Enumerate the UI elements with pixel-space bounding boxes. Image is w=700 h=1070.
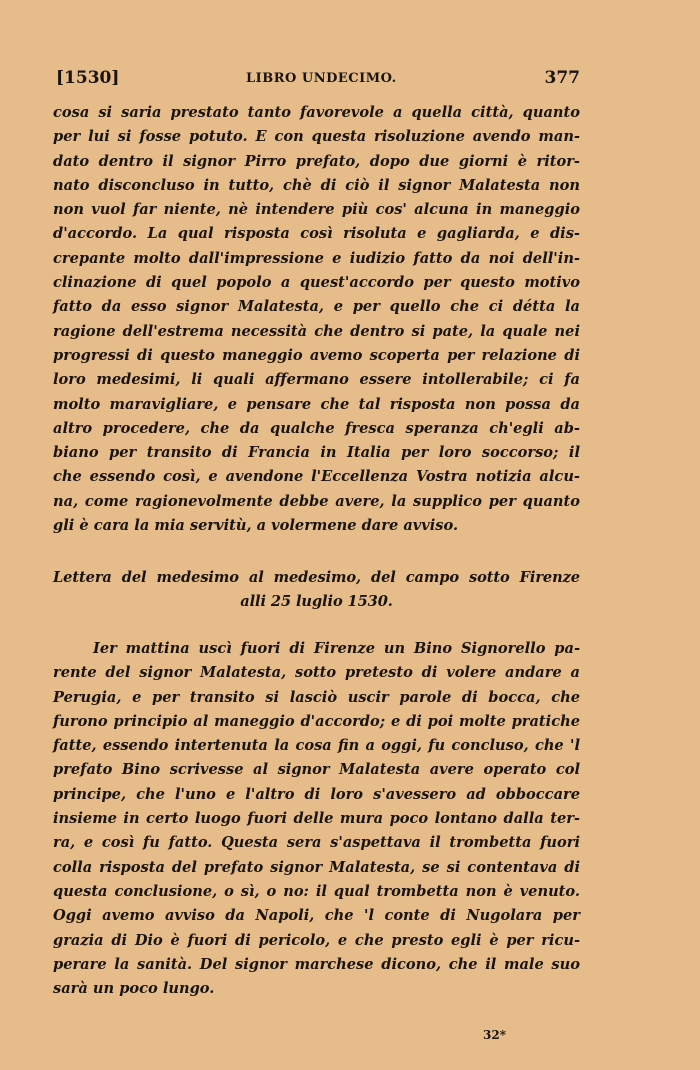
paragraph-continued (53, 101, 580, 538)
text-line: nato disconcluso in tutto, chè di ciò il signor Malatesta non (53, 176, 580, 194)
text-line: per lui si fosse potuto. E con questa risoluzione avendo man- (53, 128, 580, 146)
text-line: gli è cara la mia servitù, a volermene dare avviso. (53, 517, 459, 535)
text-line: molto maravigliare, e pensare che tal risposta non possa da (53, 395, 580, 413)
heading-line: alli 25 luglio 1530. (240, 593, 393, 611)
text-line: colla risposta del prefato signor Malatesta, se si contentava di (53, 858, 580, 876)
text-line: che essendo così, e avendone l'Eccellenza Vostra notizia alcu- (53, 468, 580, 486)
letter-heading (53, 566, 580, 615)
text-line: fatte, essendo intertenuta la cosa fin a oggi, fu concluso, che 'l (53, 737, 580, 755)
header-year: [1530] (56, 68, 120, 88)
text-line: sarà un poco lungo. (53, 980, 215, 998)
text-line: principe, che l'uno e l'altro di loro s'avessero ad obboccare (53, 785, 580, 803)
text-line: na, come ragionevolmente debbe avere, la supplico per quanto (53, 492, 580, 510)
header-title: LIBRO UNDECIMO. (246, 71, 397, 86)
text-line: perare la sanità. Del signor marchese dicono, che il male suo (53, 955, 580, 973)
letter-body (53, 637, 580, 1001)
text-line: loro medesimi, li quali affermano essere intollerabile; ci fa (53, 371, 580, 389)
text-line: ra, e così fu fatto. Questa sera s'aspettava il trombetta fuori (53, 834, 580, 852)
text-line: d'accordo. La qual risposta così risoluta e gagliarda, e dis- (53, 225, 580, 243)
text-line: fatto da esso signor Malatesta, e per quello che ci détta la (53, 298, 580, 316)
text-line: ragione dell'estrema necessità che dentro si pate, la quale nei (53, 322, 580, 340)
text-line: crepante molto dall'impressione e iudizio fatto da noi dell'in- (53, 249, 580, 267)
text-line: clinazione di quel popolo a quest'accordo per questo motivo (53, 274, 580, 292)
text-line: non vuol far niente, nè intendere più cos' alcuna in maneggio (53, 201, 580, 219)
text-line: dato dentro il signor Pirro prefato, dopo due giorni è ritor- (53, 152, 580, 170)
text-line: altro procedere, che da qualche fresca speranza ch'egli ab- (53, 419, 580, 437)
signature-mark: 32* (483, 1028, 506, 1042)
text-line: furono principio al maneggio d'accordo; e di poi molte pratiche (53, 712, 580, 730)
text-line: progressi di questo maneggio avemo scoperta per relazione di (53, 346, 580, 364)
text-line: Oggi avemo avviso da Napoli, che 'l conte di Nugolara per (53, 907, 580, 925)
running-head (56, 68, 580, 92)
text-line: cosa si saria prestato tanto favorevole a quella città, quanto (53, 104, 580, 121)
text-line: biano per transito di Francia in Italia per loro soccorso; il (53, 444, 580, 462)
text-line: Perugia, e per transito si lasciò uscir parole di bocca, che (53, 688, 580, 706)
text-line: rente del signor Malatesta, sotto pretesto di volere andare a (53, 664, 580, 682)
text-line: grazia di Dio è fuori di pericolo, e che presto egli è per ricu- (53, 931, 580, 949)
page-number: 377 (544, 68, 580, 88)
text-line: Ier mattina uscì fuori di Firenze un Bino Signorello pa- (93, 640, 580, 657)
heading-line: Lettera del medesimo al medesimo, del campo sotto Firenze (53, 569, 580, 586)
text-line: insieme in certo luogo fuori delle mura poco lontano dalla ter- (53, 810, 580, 828)
text-line: questa conclusione, o sì, o no: il qual trombetta non è venuto. (53, 882, 580, 900)
text-line: prefato Bino scrivesse al signor Malatesta avere operato col (53, 761, 580, 779)
